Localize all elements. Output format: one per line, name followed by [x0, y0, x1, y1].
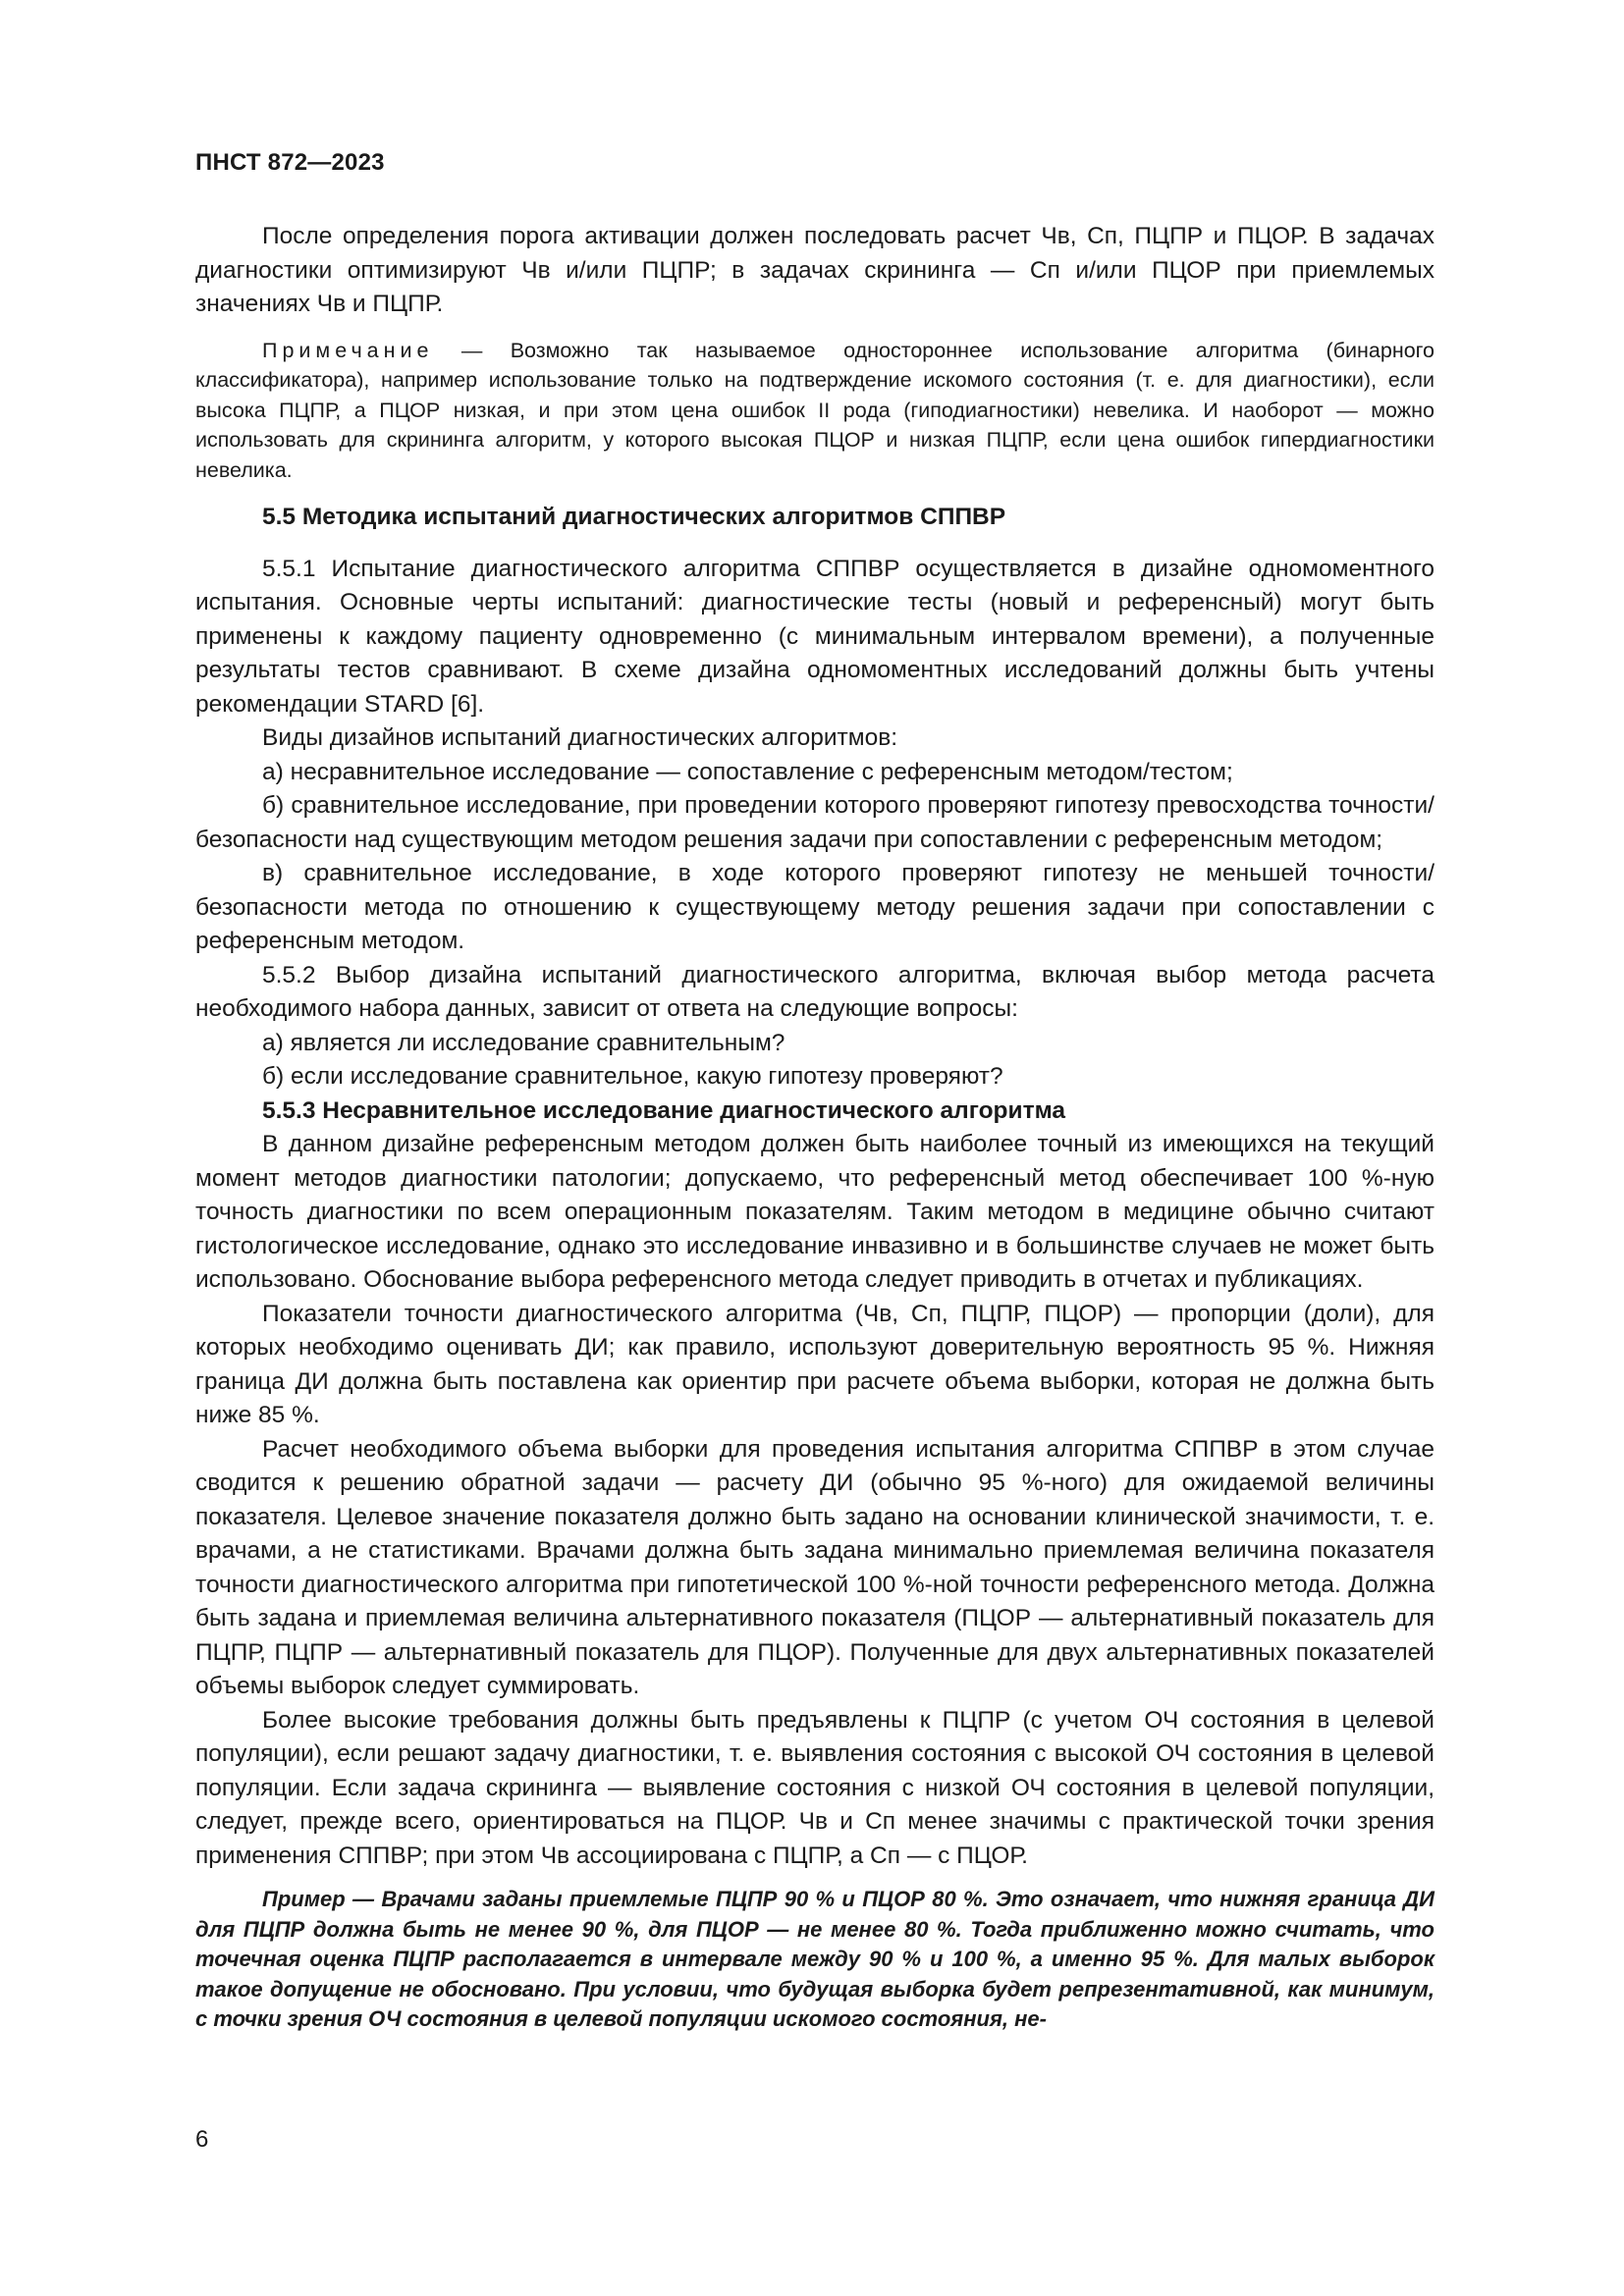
note-text: — Возможно так называемое одностороннее использование алгоритма (бинарного классификатора), например использование только на подтверждение искомого состояния (т. е. для диагностики), если высока ПЦПР, а ПЦОР низкая, и при этом цена ошибок II рода (гиподиагностики) невелика. И наоборот — можно использовать для скрининга алгоритм, у которого высокая ПЦОР и низкая ПЦПР, если цена ошибок гипердиагностики невелика.	[195, 338, 1435, 482]
note-label: Примечание	[262, 338, 434, 362]
paragraph-5-5-2: 5.5.2 Выбор дизайна испытаний диагностического алгоритма, включая выбор метода расчета необходимого набора данных, зависит от ответа на следующие вопросы:	[195, 961, 1435, 1022]
note	[195, 336, 1435, 486]
question-a: а) является ли исследование сравнительным?	[262, 1029, 785, 1056]
page-body	[195, 220, 1435, 2035]
section-heading-5-5-3: 5.5.3 Несравнительное исследование диагностического алгоритма	[262, 1096, 1065, 1124]
page-number: 6	[195, 2126, 209, 2153]
section-heading-5-5: 5.5 Методика испытаний диагностических алгоритмов СППВР	[262, 504, 1006, 530]
paragraph-sample-size: Расчет необходимого объема выборки для проведения испытания алгоритма СППВР в этом случае сводится к решению обратной задачи — расчету ДИ (обычно 95 %-ного) для ожидаемой величины показателя. Целевое значение показателя должно быть задано на основании клинической значимости, т. е. врачами, а не статистиками. Врачами должна быть задана минимально приемлемая величина показателя точности диагностического алгоритма при гипотетической 100 %-ной точности референсного метода. Должна быть задана и приемлемая величина альтернативного показателя (ПЦОР — альтернативный показатель для ПЦПР, ПЦПР — альтернативный показатель для ПЦОР). Полученные для двух альтернативных показателей объемы выборок следует суммировать.	[195, 1435, 1435, 1699]
paragraph-accuracy-metrics: Показатели точности диагностического алгоритма (Чв, Сп, ПЦПР, ПЦОР) — пропорции (доли), для которых необходимо оценивать ДИ; как правило, используют доверительную вероятность 95 %. Нижняя граница ДИ должна быть поставлена как ориентир при расчете объема выборки, которая не должна быть ниже 85 %.	[195, 1300, 1435, 1428]
list-item-b: б) сравнительное исследование, при проведении которого проверяют гипотезу превосходства точности/безопасности над существующим методом решения задачи при сопоставлении с референсным методом;	[195, 792, 1435, 853]
example-block: Пример — Врачами заданы приемлемые ПЦПР 90 % и ПЦОР 80 %. Это означает, что нижняя граница ДИ для ПЦПР должна быть не менее 90 %, для ПЦОР — не менее 80 %. Тогда приближенно можно считать, что точечная оценка ПЦПР располагается в интервале между 90 % и 100 %, а именно 95 %. Для малых выборок такое допущение не обосновано. При условии, что будущая выборка будет репрезентативной, как минимум, с точки зрения ОЧ состояния в целевой популяции искомого состояния, не-	[195, 1887, 1435, 2031]
question-b: б) если исследование сравнительное, какую гипотезу проверяют?	[262, 1063, 1003, 1090]
paragraph-design-types: Виды дизайнов испытаний диагностических алгоритмов:	[262, 724, 898, 751]
paragraph-5-5-1: 5.5.1 Испытание диагностического алгоритма СППВР осуществляется в дизайне одномоментного испытания. Основные черты испытаний: диагностические тесты (новый и референсный) могут быть применены к каждому пациенту одновременно (с минимальным интервалом времени), а полученные результаты тестов сравнивают. В схеме дизайна одномоментных исследований должны быть учтены рекомендации STARD [6].	[195, 555, 1435, 718]
list-item-a: а) несравнительное исследование — сопоставление с референсным методом/тестом;	[262, 758, 1233, 785]
document-id-header: ПНСТ 872—2023	[195, 149, 385, 176]
paragraph-requirements: Более высокие требования должны быть предъявлены к ПЦПР (с учетом ОЧ состояния в целевой популяции), если решают задачу диагностики, т. е. выявления состояния с высокой ОЧ состояния в целевой популяции. Если задача скрининга — выявление состояния с низкой ОЧ состояния в целевой популяции, следует, прежде всего, ориентироваться на ПЦОР. Чв и Сп менее значимы с практической точки зрения применения СППВР; при этом Чв ассоциирована с ПЦПР, а Сп — с ПЦОР.	[195, 1706, 1435, 1869]
list-item-v: в) сравнительное исследование, в ходе которого проверяют гипотезу не меньшей точности/безопасности метода по отношению к существующему методу решения задачи при сопоставлении с референсным методом.	[195, 860, 1435, 954]
paragraph-threshold: После определения порога активации должен последовать расчет Чв, Сп, ПЦПР и ПЦОР. В задачах диагностики оптимизируют Чв и/или ПЦПР; в задачах скрининга — Сп и/или ПЦОР при приемлемых значениях Чв и ПЦПР.	[195, 223, 1435, 317]
paragraph-reference-method: В данном дизайне референсным методом должен быть наиболее точный из имеющихся на текущий момент методов диагностики патологии; допускаемо, что референсный метод обеспечивает 100 %-ную точность диагностики по всем операционным показателям. Таким методом в медицине обычно считают гистологическое исследование, однако это исследование инвазивно и в большинстве случаев не может быть использовано. Обоснование выбора референсного метода следует приводить в отчетах и публикациях.	[195, 1131, 1435, 1293]
